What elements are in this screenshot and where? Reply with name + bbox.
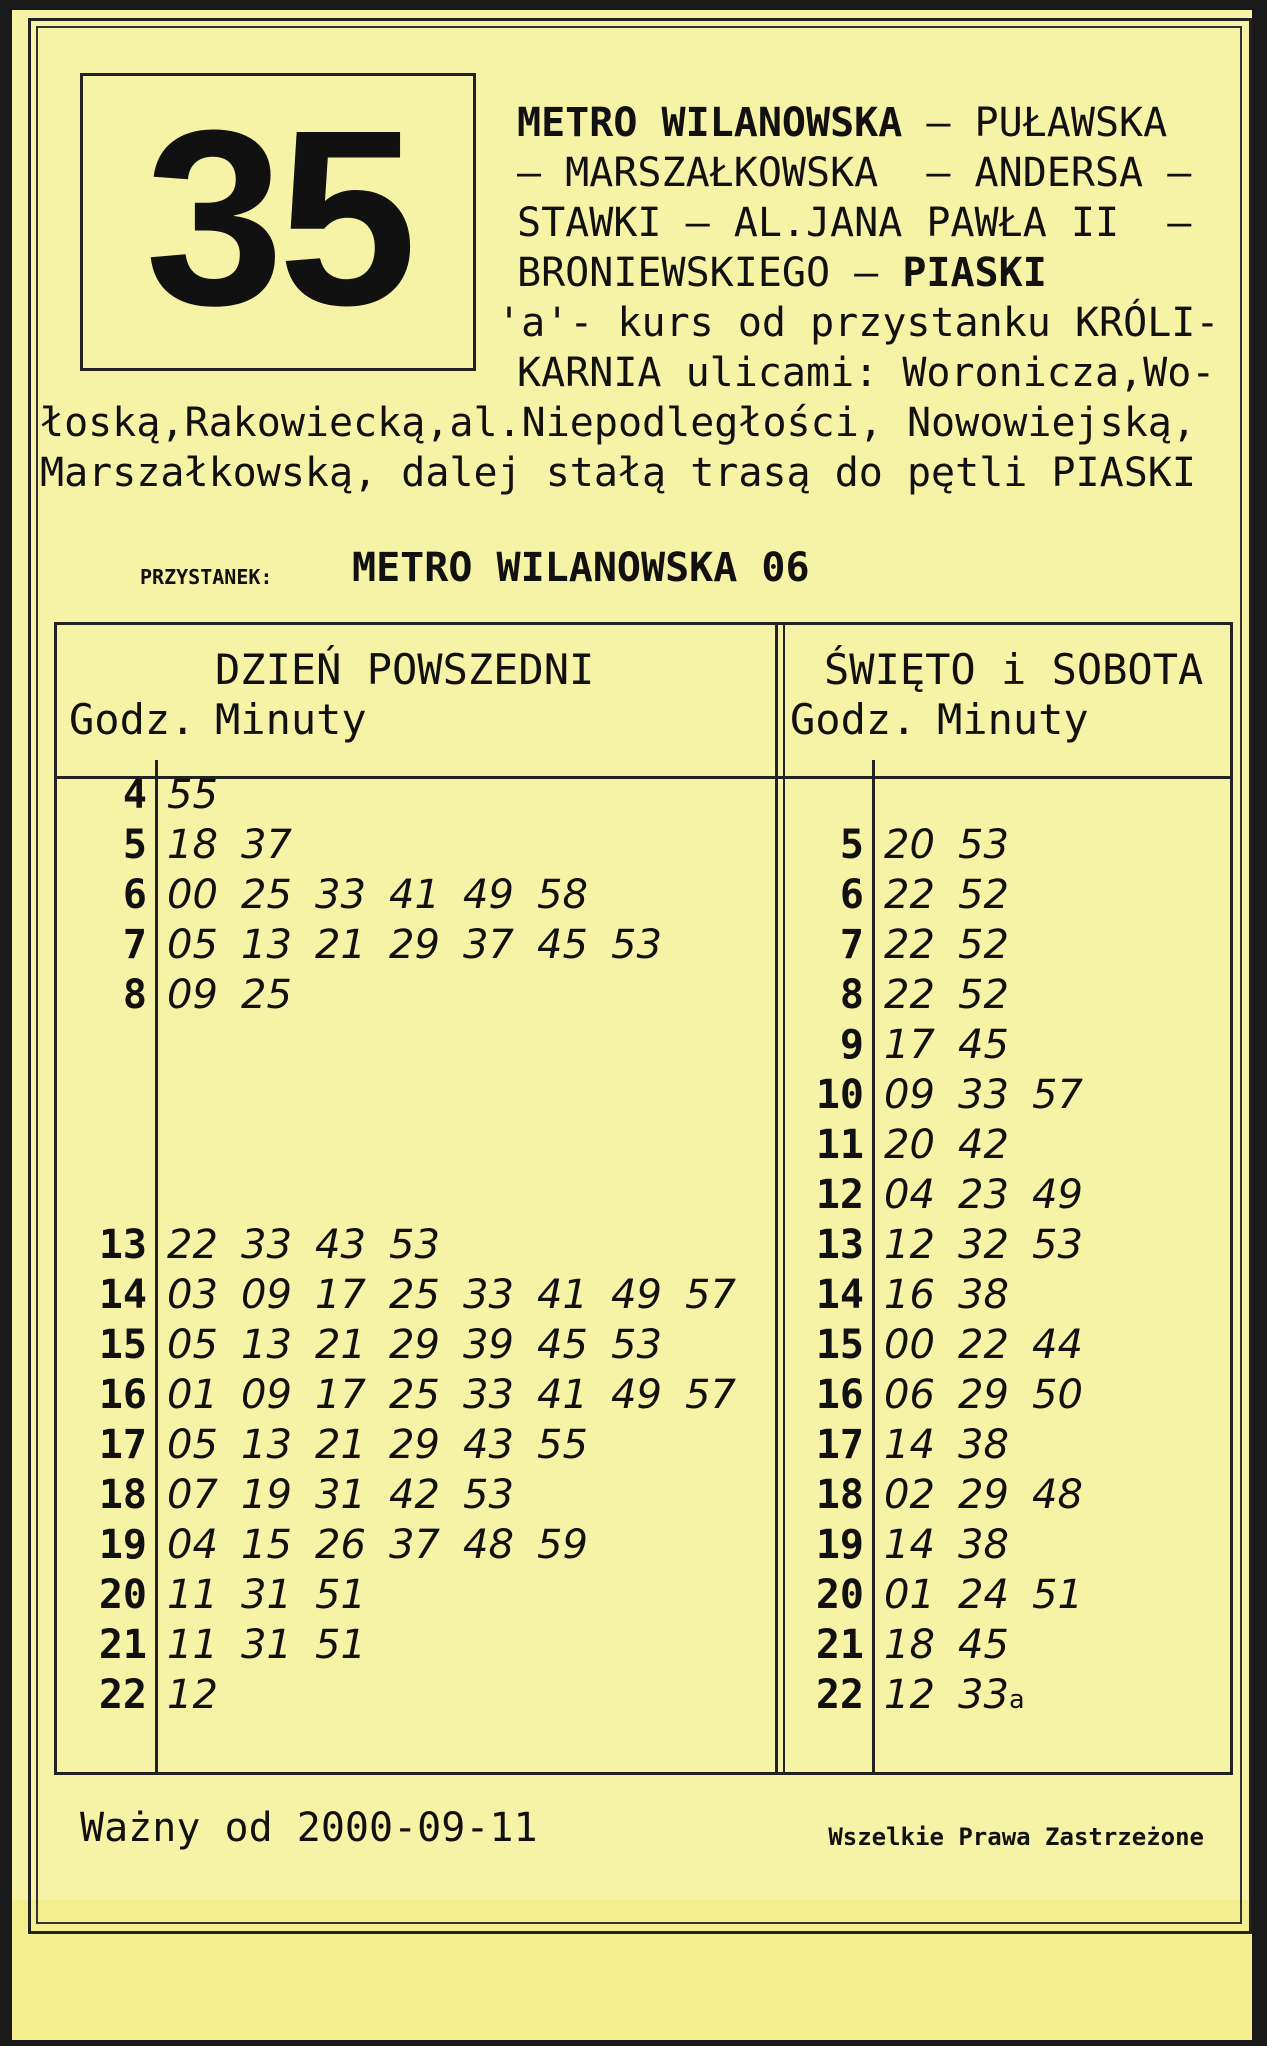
departure-note: a (1008, 1685, 1025, 1715)
departure-minute: 55 (167, 772, 218, 818)
departure-minute: 09 (884, 1072, 935, 1118)
minutes-cell (167, 972, 315, 1018)
departure-minute: 52 (958, 872, 1009, 918)
departure-minute: 01 (167, 1372, 218, 1418)
departure-minute: 48 (1032, 1472, 1083, 1518)
departure-minute: 51 (1032, 1572, 1083, 1618)
departure-minute: 53 (463, 1472, 514, 1518)
hour-cell: 9 (839, 1022, 864, 1068)
departure-minute: 45 (958, 1022, 1009, 1068)
departure-minute: 25 (389, 1372, 440, 1418)
minutes-cell (884, 1172, 1106, 1218)
departure-minute: 52 (958, 972, 1009, 1018)
departure-minute: 43 (463, 1422, 514, 1468)
departure-minute: 13 (241, 1422, 292, 1468)
departure-minute: 58 (537, 872, 588, 918)
hour-cell: 15 (815, 1322, 864, 1368)
holiday-minutes-header: Minuty (937, 695, 1089, 744)
departure-minute: 31 (315, 1472, 366, 1518)
minutes-cell (884, 1022, 1032, 1068)
minutes-cell (884, 1322, 1106, 1368)
hour-cell: 19 (98, 1522, 147, 1568)
departure-minute: 11 (167, 1622, 218, 1668)
hour-cell: 18 (815, 1472, 864, 1518)
departure-minute: 38 (958, 1522, 1009, 1568)
departure-minute: 50 (1032, 1372, 1083, 1418)
description-line (517, 198, 1191, 248)
departure-minute: 21 (315, 922, 366, 968)
description-segment: – MARSZAŁKOWSKA – ANDERSA – (517, 150, 1192, 196)
hour-cell: 15 (98, 1322, 147, 1368)
departure-minute: 22 (884, 922, 935, 968)
hour-cell: 7 (122, 922, 147, 968)
departure-minute: 26 (315, 1522, 366, 1568)
departure-minute: 07 (167, 1472, 218, 1518)
departure-minute: 20 (884, 822, 935, 868)
departure-minute: 29 (958, 1472, 1009, 1518)
minutes-cell (167, 922, 685, 968)
description-line (517, 348, 1215, 398)
departure-minute: 21 (315, 1422, 366, 1468)
departure-minute: 45 (537, 922, 588, 968)
minutes-cell (167, 1272, 759, 1318)
departure-minute: 48 (463, 1522, 514, 1568)
hour-cell: 21 (98, 1622, 147, 1668)
departure-minute: 38 (958, 1272, 1009, 1318)
departure-minute: 17 (315, 1272, 366, 1318)
departure-minute: 49 (611, 1272, 662, 1318)
weekday-title: DZIEŃ POWSZEDNI (215, 645, 595, 694)
departure-minute: 53 (1032, 1222, 1083, 1268)
minutes-cell (167, 1222, 463, 1268)
description-line (40, 398, 1196, 448)
hour-cell: 13 (98, 1222, 147, 1268)
description-segment: BRONIEWSKIEGO – (517, 250, 903, 296)
hour-cell: 13 (815, 1222, 864, 1268)
hour-cell: 22 (815, 1672, 864, 1718)
departure-minute: 45 (958, 1622, 1009, 1668)
hour-cell: 17 (98, 1422, 147, 1468)
departure-minute: 44 (1032, 1322, 1083, 1368)
minutes-cell (167, 872, 611, 918)
departure-minute: 12 (884, 1222, 935, 1268)
departure-minute: 45 (537, 1322, 588, 1368)
description-segment: PIASKI (902, 250, 1047, 296)
minutes-cell (884, 972, 1032, 1018)
departure-minute: 37 (241, 822, 292, 868)
description-segment: Marszałkowską, dalej stałą trasą do pętli PIASKI (40, 450, 1196, 496)
holiday-title: ŚWIĘTO i SOBOTA (824, 645, 1204, 694)
hour-cell: 17 (815, 1422, 864, 1468)
hour-cell: 6 (122, 872, 147, 918)
departure-minute: 57 (1032, 1072, 1083, 1118)
copyright-note: Wszelkie Prawa Zastrzeżone (828, 1823, 1204, 1851)
minutes-cell (884, 1372, 1106, 1418)
departure-minute: 32 (958, 1222, 1009, 1268)
departure-minute: 25 (241, 872, 292, 918)
departure-minute: 23 (958, 1172, 1009, 1218)
departure-minute: 39 (463, 1322, 514, 1368)
description-line (517, 248, 1047, 298)
minutes-cell (884, 1272, 1032, 1318)
departure-minute: 41 (537, 1272, 588, 1318)
minutes-cell (884, 1072, 1106, 1118)
departure-minute: 00 (167, 872, 218, 918)
departure-minute: 53 (958, 822, 1009, 868)
hour-cell: 12 (815, 1172, 864, 1218)
departure-minute: 33 (463, 1272, 514, 1318)
departure-minute: 51 (315, 1622, 366, 1668)
minutes-cell (884, 922, 1032, 968)
departure-minute: 42 (389, 1472, 440, 1518)
departure-minute: 00 (884, 1322, 935, 1368)
departure-minute: 51 (315, 1572, 366, 1618)
hour-cell: 8 (839, 972, 864, 1018)
departure-minute: 25 (389, 1272, 440, 1318)
description-segment: METRO WILANOWSKA (517, 100, 903, 146)
departure-minute: 12 (884, 1672, 935, 1718)
minutes-cell (884, 1572, 1106, 1618)
departure-minute: 29 (958, 1372, 1009, 1418)
departure-minute: 09 (241, 1272, 292, 1318)
timetable-sheet (12, 10, 1252, 2040)
stop-name: METRO WILANOWSKA 06 (352, 545, 810, 591)
hour-cell: 7 (839, 922, 864, 968)
hour-cell: 18 (98, 1472, 147, 1518)
departure-minute: 21 (315, 1322, 366, 1368)
departure-minute: 13 (241, 1322, 292, 1368)
departure-minute: 14 (884, 1522, 935, 1568)
departure-minute: 18 (167, 822, 218, 868)
valid-from: Ważny od 2000-09-11 (80, 1805, 538, 1851)
departure-minute: 13 (241, 922, 292, 968)
route-number: 35 (144, 78, 412, 357)
departure-minute: 29 (389, 1422, 440, 1468)
description-line (517, 148, 1191, 198)
minutes-cell (884, 1422, 1032, 1468)
weekday-hour-rule (155, 760, 158, 1772)
departure-minute: 38 (958, 1422, 1009, 1468)
description-segment: KARNIA ulicami: Woronicza,Wo- (517, 350, 1216, 396)
description-line (517, 98, 1167, 148)
minutes-cell (167, 1322, 685, 1368)
departure-minute: 33 (315, 872, 366, 918)
departure-minute: 43 (315, 1222, 366, 1268)
minutes-cell (167, 1572, 389, 1618)
departure-minute: 17 (315, 1372, 366, 1418)
departure-minute: 01 (884, 1572, 935, 1618)
description-line (497, 298, 1219, 348)
departure-minute: 20 (884, 1122, 935, 1168)
minutes-cell (167, 1372, 759, 1418)
minutes-cell (884, 1672, 1025, 1718)
departure-minute: 05 (167, 1322, 218, 1368)
minutes-cell (167, 1422, 611, 1468)
hour-cell: 11 (815, 1122, 864, 1168)
hour-cell: 8 (122, 972, 147, 1018)
departure-minute: 22 (167, 1222, 218, 1268)
holiday-hour-header: Godz. (790, 695, 917, 744)
departure-minute: 59 (537, 1522, 588, 1568)
departure-minute: 15 (241, 1522, 292, 1568)
hour-cell: 21 (815, 1622, 864, 1668)
minutes-cell (167, 1472, 537, 1518)
departure-minute: 37 (463, 922, 514, 968)
departure-minute: 31 (241, 1622, 292, 1668)
departure-minute: 57 (685, 1272, 736, 1318)
departure-minute: 49 (1032, 1172, 1083, 1218)
hour-cell: 20 (98, 1572, 147, 1618)
departure-minute: 05 (167, 922, 218, 968)
departure-minute: 11 (167, 1572, 218, 1618)
hour-cell: 14 (815, 1272, 864, 1318)
departure-minute: 53 (611, 1322, 662, 1368)
departure-minute: 16 (884, 1272, 935, 1318)
minutes-cell (884, 1472, 1106, 1518)
description-segment: 'a'- kurs od przystanku KRÓLI- (497, 300, 1220, 346)
departure-minute: 57 (685, 1372, 736, 1418)
description-segment: – PUŁAWSKA (902, 100, 1168, 146)
departure-minute: 04 (884, 1172, 935, 1218)
departure-minute: 37 (389, 1522, 440, 1568)
hour-cell: 6 (839, 872, 864, 918)
hour-cell: 20 (815, 1572, 864, 1618)
departure-minute: 33 (241, 1222, 292, 1268)
departure-minute: 22 (884, 872, 935, 918)
minutes-cell (884, 822, 1032, 868)
minutes-cell (167, 772, 241, 818)
hour-cell: 16 (815, 1372, 864, 1418)
minutes-cell (167, 1522, 611, 1568)
departure-minute: 17 (884, 1022, 935, 1068)
departure-minute: 06 (884, 1372, 935, 1418)
departure-minute: 31 (241, 1572, 292, 1618)
departure-minute: 05 (167, 1422, 218, 1468)
departure-minute: 49 (611, 1372, 662, 1418)
departure-minute: 03 (167, 1272, 218, 1318)
minutes-cell (167, 822, 315, 868)
departure-minute: 25 (241, 972, 292, 1018)
departure-minute: 22 (884, 972, 935, 1018)
route-number-box (80, 73, 476, 371)
hour-cell: 5 (122, 822, 147, 868)
hour-cell: 14 (98, 1272, 147, 1318)
weekday-hour-header: Godz. (69, 695, 196, 744)
weekday-minutes-header: Minuty (215, 695, 367, 744)
hour-cell: 5 (839, 822, 864, 868)
departure-minute: 41 (389, 872, 440, 918)
timetable-table (54, 622, 1233, 1775)
hour-cell: 22 (98, 1672, 147, 1718)
minutes-cell (884, 1122, 1032, 1168)
description-line (40, 448, 1196, 498)
minutes-cell (884, 1222, 1106, 1268)
departure-minute: 53 (611, 922, 662, 968)
departure-minute: 42 (958, 1122, 1009, 1168)
minutes-cell (167, 1622, 389, 1668)
departure-minute: 22 (958, 1322, 1009, 1368)
hour-cell: 4 (122, 772, 147, 818)
departure-minute: 41 (537, 1372, 588, 1418)
departure-minute: 33 (958, 1072, 1009, 1118)
hour-cell: 16 (98, 1372, 147, 1418)
departure-minute: 18 (884, 1622, 935, 1668)
minutes-cell (884, 1622, 1032, 1668)
description-segment: STAWKI – AL.JANA PAWŁA II – (517, 200, 1192, 246)
hour-cell: 10 (815, 1072, 864, 1118)
stop-label: PRZYSTANEK: (140, 565, 273, 589)
description-segment: łoską,Rakowiecką,al.Niepodległości, Nowowiejską, (40, 400, 1196, 446)
departure-minute: 33 (463, 1372, 514, 1418)
minutes-cell (167, 1672, 241, 1718)
departure-minute: 09 (241, 1372, 292, 1418)
departure-minute: 49 (463, 872, 514, 918)
departure-minute: 29 (389, 1322, 440, 1368)
departure-minute: 52 (958, 922, 1009, 968)
departure-minute: 33 (958, 1672, 1009, 1718)
departure-minute: 24 (958, 1572, 1009, 1618)
holiday-hour-rule (872, 760, 875, 1772)
hour-cell: 19 (815, 1522, 864, 1568)
minutes-cell (884, 1522, 1032, 1568)
departure-minute: 09 (167, 972, 218, 1018)
departure-minute: 14 (884, 1422, 935, 1468)
departure-minute: 55 (537, 1422, 588, 1468)
departure-minute: 12 (167, 1672, 218, 1718)
departure-minute: 02 (884, 1472, 935, 1518)
departure-minute: 29 (389, 922, 440, 968)
departure-minute: 53 (389, 1222, 440, 1268)
departure-minute: 04 (167, 1522, 218, 1568)
minutes-cell (884, 872, 1032, 918)
departure-minute: 19 (241, 1472, 292, 1518)
